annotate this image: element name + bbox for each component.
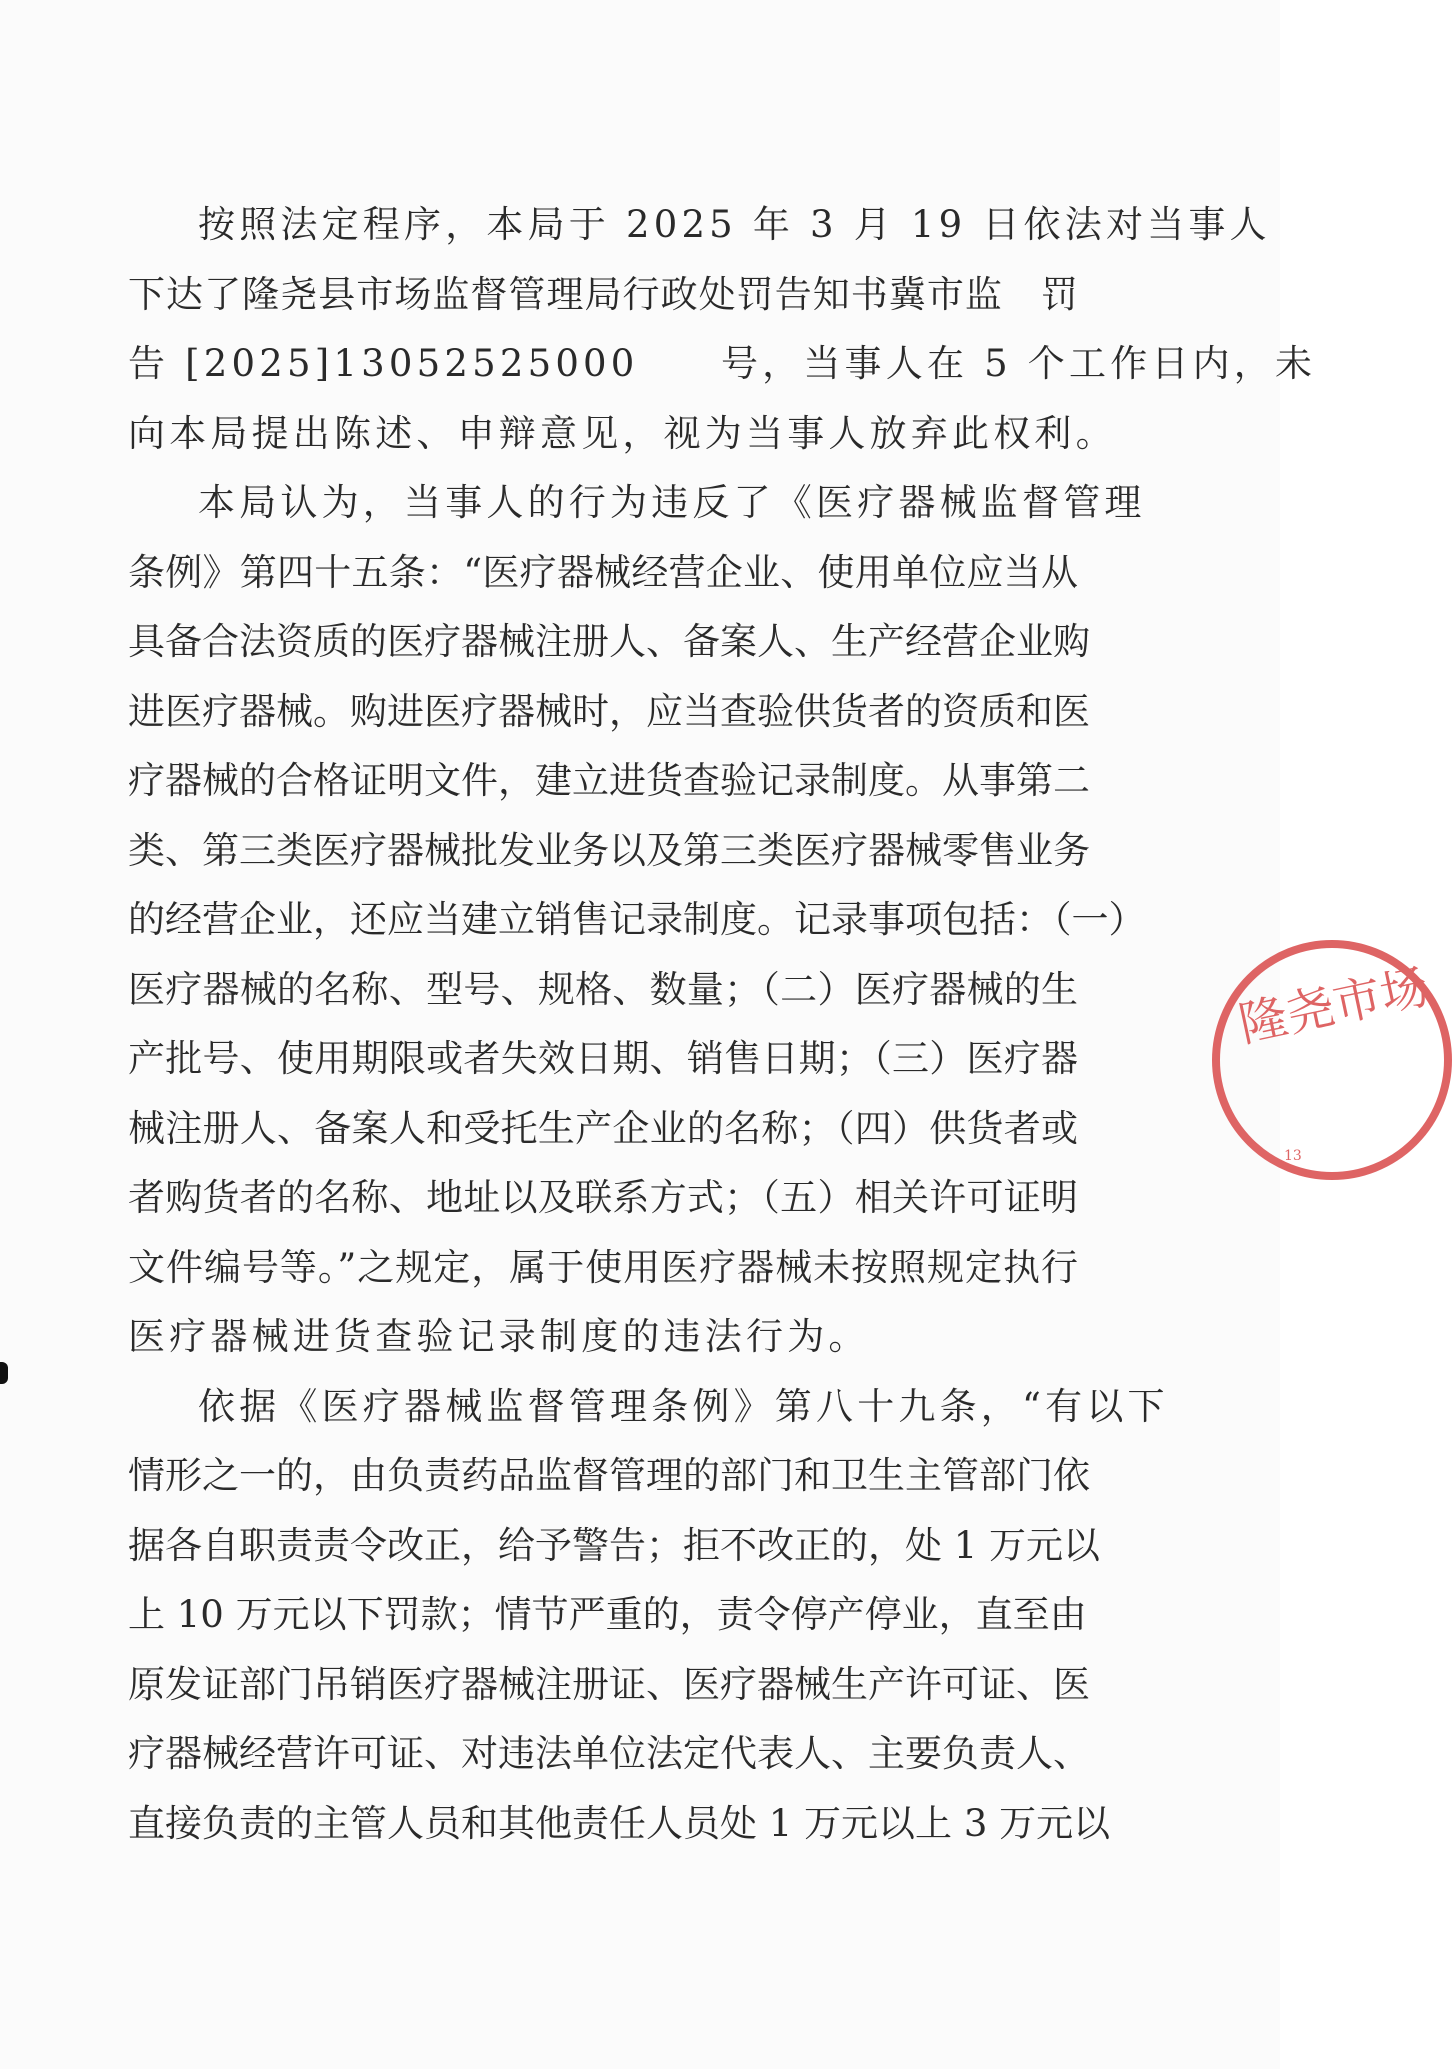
paragraph-2-line-4: 进医疗器械。购进医疗器械时，应当查验供货者的资质和医 <box>128 689 1090 733</box>
paragraph-2-line-2: 条例》第四十五条：“医疗器械经营企业、使用单位应当从 <box>128 550 1078 594</box>
paragraph-2-line-13: 医疗器械进货查验记录制度的违法行为。 <box>128 1315 870 1358</box>
paragraph-2-line-3: 具备合法资质的医疗器械注册人、备案人、生产经营企业购 <box>128 620 1090 663</box>
paragraph-2-line-10: 械注册人、备案人和受托生产企业的名称；（四）供货者或 <box>128 1106 1078 1150</box>
official-seal-stamp <box>1212 940 1452 1180</box>
paragraph-2-line-1: 本局认为，当事人的行为违反了《医疗器械监督管理 <box>198 481 1146 524</box>
paragraph-2-line-11: 者购货者的名称、地址以及联系方式；（五）相关许可证明 <box>128 1176 1078 1219</box>
paragraph-2-line-7: 的经营企业，还应当建立销售记录制度。记录事项包括：（一） <box>128 898 1146 941</box>
paragraph-1-line-2: 下达了隆尧县市场监督管理局行政处罚告知书冀市监 罚 <box>128 272 1078 316</box>
paragraph-3-line-6: 疗器械经营许可证、对违法单位法定代表人、主要负责人、 <box>128 1732 1090 1775</box>
paragraph-2-line-9: 产批号、使用期限或者失效日期、销售日期；（三）医疗器 <box>128 1037 1078 1080</box>
seal-text: 隆尧市场 <box>1234 958 1434 1054</box>
paragraph-1-line-4: 向本局提出陈述、申辩意见，视为当事人放弃此权利。 <box>128 411 1117 455</box>
paragraph-3-line-7: 直接负责的主管人员和其他责任人员处 1 万元以上 3 万元以 <box>128 1801 1111 1845</box>
paragraph-1-line-3: 告 [2025]13052525000 号，当事人在 5 个工作日内，未 <box>128 342 1317 385</box>
paragraph-1-line-1: 按照法定程序，本局于 2025 年 3 月 19 日依法对当事人 <box>198 203 1271 246</box>
paragraph-2-line-6: 类、第三类医疗器械批发业务以及第三类医疗器械零售业务 <box>128 828 1090 872</box>
document-body <box>128 190 1317 1858</box>
seal-number: 13 <box>1284 1148 1302 1164</box>
paragraph-3-line-3: 据各自职责责令改正，给予警告；拒不改正的，处 1 万元以 <box>128 1523 1101 1567</box>
paragraph-3-line-5: 原发证部门吊销医疗器械注册证、医疗器械生产许可证、医 <box>128 1662 1090 1706</box>
paragraph-3-line-1: 依据《医疗器械监督管理条例》第八十九条，“有以下 <box>198 1384 1169 1428</box>
paragraph-2-line-8: 医疗器械的名称、型号、规格、数量；（二）医疗器械的生 <box>128 967 1078 1011</box>
binding-hole-mark <box>0 1362 8 1384</box>
paragraph-3-line-2: 情形之一的，由负责药品监督管理的部门和卫生主管部门依 <box>128 1454 1090 1497</box>
paragraph-2-line-12: 文件编号等。”之规定，属于使用医疗器械未按照规定执行 <box>128 1245 1078 1289</box>
paragraph-2-line-5: 疗器械的合格证明文件，建立进货查验记录制度。从事第二 <box>128 759 1090 802</box>
paragraph-3-line-4: 上 10 万元以下罚款；情节严重的，责令停产停业，直至由 <box>128 1593 1087 1636</box>
